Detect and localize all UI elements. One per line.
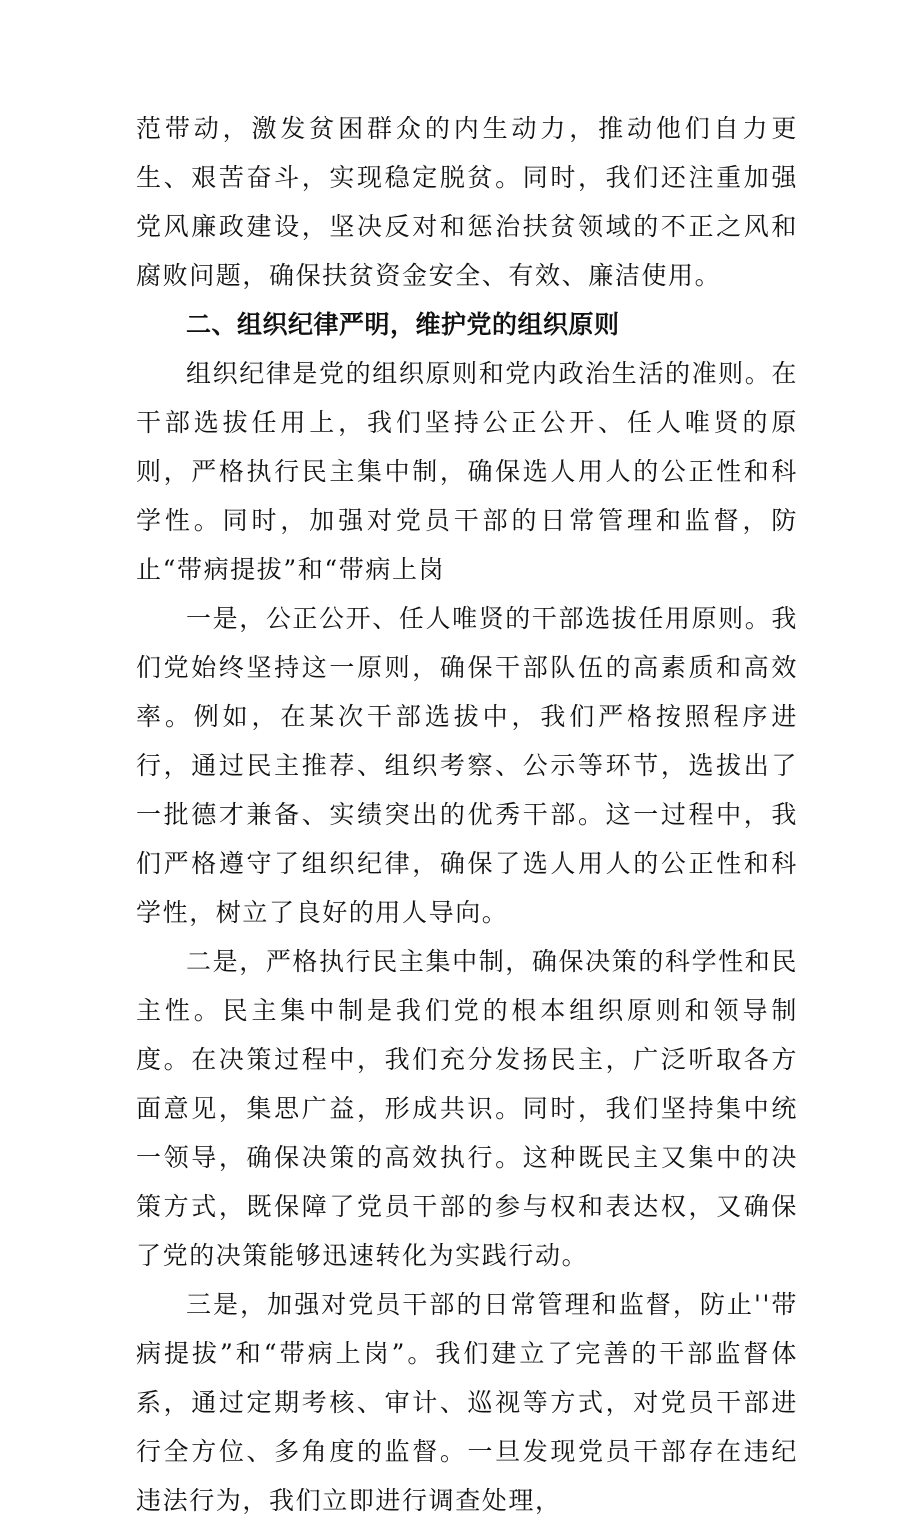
section-heading: 二、组织纪律严明，维护党的组织原则 bbox=[186, 310, 620, 339]
paragraph-point-two: 二是，严格执行民主集中制，确保决策的科学性和民主性。民主集中制是我们党的根本组织原则和领导制度。在决策过程中，我们充分发扬民主，广泛听取各方面意见，集思广益，形成共识。同时，我们坚持集中统一领导，确保决策的高效执行。这种既民主又集中的决策方式，既保障了党员干部的参与权和表达权，又确保了党的决策能够迅速转化为实践行动。 bbox=[136, 947, 798, 1270]
paragraph-point-one: 一是，公正公开、任人唯贤的干部选拔任用原则。我们党始终坚持这一原则，确保干部队伍的高素质和高效率。例如，在某次干部选拔中，我们严格按照程序进行，通过民主推荐、组织考察、公示等环节，选拔出了一批德才兼备、实绩突出的优秀干部。这一过程中，我们严格遵守了组织纪律，确保了选人用人的公正性和科学性，树立了良好的用人导向。 bbox=[136, 604, 798, 927]
paragraph-organizational-discipline: 组织纪律是党的组织原则和党内政治生活的准则。在干部选拔任用上，我们坚持公正公开、任人唯贤的原则，严格执行民主集中制，确保选人用人的公正性和科学性。同时，加强对党员干部的日常管理和监督，防止“带病提拔”和“带病上岗 bbox=[136, 359, 798, 584]
document-body bbox=[136, 104, 798, 1525]
paragraph-point-three: 三是，加强对党员干部的日常管理和监督，防止''带病提拔”和“带病上岗”。我们建立了完善的干部监督体系，通过定期考核、审计、巡视等方式，对党员干部进行全方位、多角度的监督。一旦发现党员干部存在违纪违法行为，我们立即进行调查处理， bbox=[136, 1290, 798, 1515]
paragraph-continuation: 范带动，激发贫困群众的内生动力，推动他们自力更生、艰苦奋斗，实现稳定脱贫。同时，我们还注重加强党风廉政建设，坚决反对和惩治扶贫领域的不正之风和腐败问题，确保扶贫资金安全、有效、廉洁使用。 bbox=[136, 114, 798, 290]
